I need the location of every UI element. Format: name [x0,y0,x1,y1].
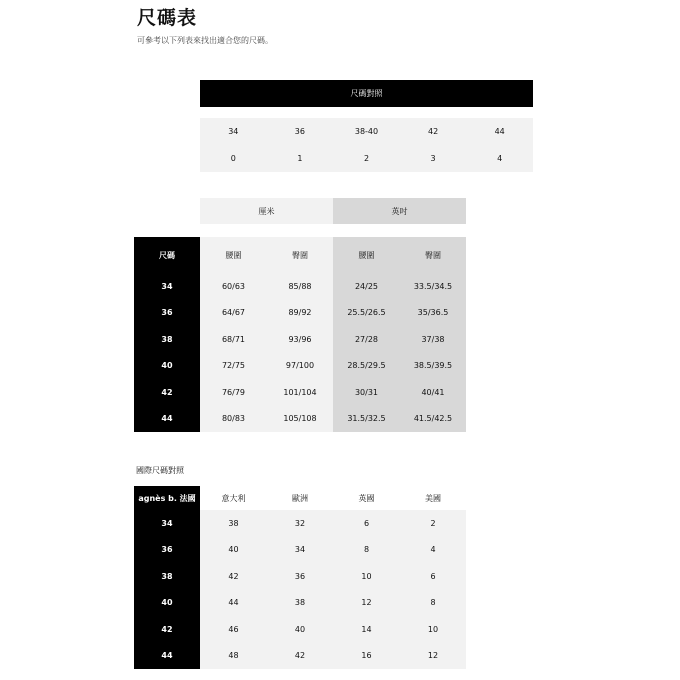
size-compare-cell: 0 [230,154,236,163]
table-cell: 4 [400,537,466,564]
table-cell: 16 [333,643,400,670]
table-cell: 36 [267,563,333,590]
table-cell: 28.5/29.5 [333,353,400,380]
table-row-size: 44 [134,406,200,433]
size-compare-table [200,118,533,172]
table-cell: 97/100 [267,353,333,380]
international-size-table [134,486,466,669]
table-cell: 60/63 [200,273,267,300]
table-header-cell: agnès b. 法國 [134,486,200,510]
size-compare-header: 尺碼對照 [200,80,533,107]
table-cell: 38 [267,590,333,617]
table-row-size: 34 [134,273,200,300]
table-row-size: 42 [134,379,200,406]
size-compare-cell: 34 [228,127,239,136]
table-cell: 31.5/32.5 [333,406,400,433]
table-cell: 32 [267,510,333,537]
table-cell: 12 [400,643,466,670]
table-cell: 105/108 [267,406,333,433]
table-cell: 48 [200,643,267,670]
table-header-cell: 英國 [333,486,400,510]
table-row-size: 34 [134,510,200,537]
table-cell: 40 [267,616,333,643]
size-compare-cell: 36 [294,127,305,136]
table-header-cell: 歐洲 [267,486,333,510]
table-cell: 10 [400,616,466,643]
table-header-cell: 尺碼 [134,237,200,273]
table-cell: 25.5/26.5 [333,300,400,327]
size-compare-cell: 44 [494,127,505,136]
tab-cm[interactable]: 厘米 [200,198,333,224]
table-header-cell: 美國 [400,486,466,510]
table-cell: 33.5/34.5 [400,273,466,300]
table-cell: 24/25 [333,273,400,300]
table-cell: 101/104 [267,379,333,406]
table-cell: 10 [333,563,400,590]
table-cell: 8 [400,590,466,617]
size-compare-cell: 38-40 [354,127,379,136]
table-cell: 64/67 [200,300,267,327]
measurement-table [134,237,466,432]
table-cell: 41.5/42.5 [400,406,466,433]
table-row-size: 38 [134,326,200,353]
size-compare-cell: 42 [427,127,439,136]
table-cell: 42 [200,563,267,590]
table-cell: 8 [333,537,400,564]
table-row-size: 36 [134,300,200,327]
table-cell: 40/41 [400,379,466,406]
table-header-cell: 腰圍 [200,237,267,273]
table-row-size: 40 [134,353,200,380]
table-header-cell: 腰圍 [333,237,400,273]
table-cell: 6 [400,563,466,590]
table-cell: 93/96 [267,326,333,353]
table-header-cell: 臀圍 [267,237,333,273]
intl-table-title: 國際尺碼對照 [136,466,184,475]
table-cell: 38.5/39.5 [400,353,466,380]
size-compare-row [200,118,533,145]
table-cell: 2 [400,510,466,537]
table-cell: 44 [200,590,267,617]
table-cell: 12 [333,590,400,617]
table-header-cell: 意大利 [200,486,267,510]
table-cell: 76/79 [200,379,267,406]
table-cell: 38 [200,510,267,537]
table-cell: 37/38 [400,326,466,353]
table-cell: 6 [333,510,400,537]
size-compare-cell: 3 [430,154,436,163]
table-header-cell: 臀圍 [400,237,466,273]
table-row-size: 38 [134,563,200,590]
table-cell: 46 [200,616,267,643]
table-cell: 68/71 [200,326,267,353]
table-cell: 14 [333,616,400,643]
table-cell: 30/31 [333,379,400,406]
size-compare-row [200,145,533,172]
size-compare-cell: 2 [363,154,370,163]
tab-inch[interactable]: 英吋 [333,198,466,224]
table-cell: 42 [267,643,333,670]
table-row-size: 44 [134,643,200,670]
size-compare-cell: 4 [497,154,503,163]
page-title: 尺碼表 [137,7,198,29]
page-subtitle: 可參考以下列表來找出適合您的尺碼。 [137,36,273,45]
size-compare-cell: 1 [297,154,303,163]
table-cell: 27/28 [333,326,400,353]
table-cell: 85/88 [267,273,333,300]
table-row-size: 36 [134,537,200,564]
table-cell: 72/75 [200,353,267,380]
table-cell: 34 [267,537,333,564]
table-row-size: 42 [134,616,200,643]
table-cell: 35/36.5 [400,300,466,327]
table-row-size: 40 [134,590,200,617]
table-cell: 89/92 [267,300,333,327]
table-cell: 40 [200,537,267,564]
table-cell: 80/83 [200,406,267,433]
